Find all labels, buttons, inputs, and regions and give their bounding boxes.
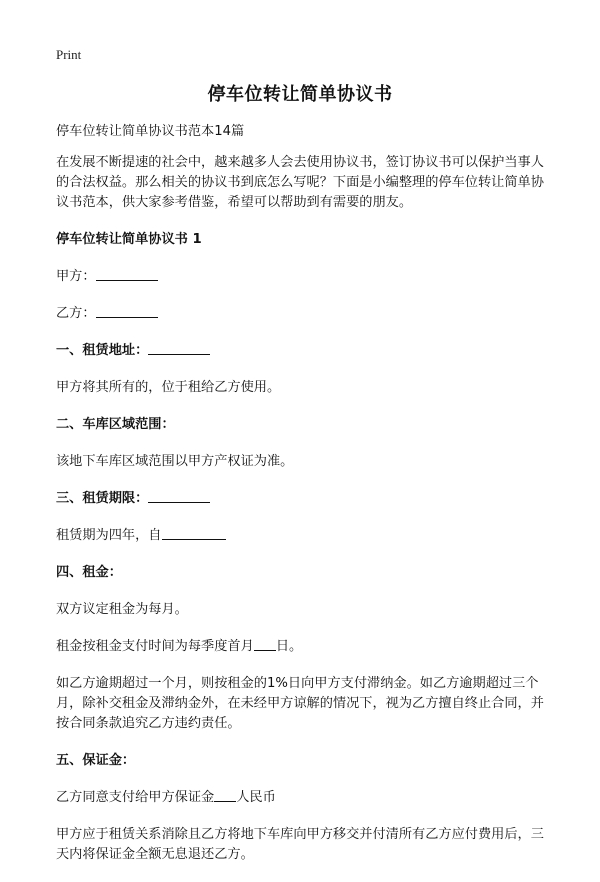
deposit-blank bbox=[214, 800, 236, 802]
section-3-heading bbox=[56, 489, 556, 509]
party-b-line bbox=[56, 304, 556, 324]
section-4-text-3: 如乙方逾期超过一个月，则按租金的1%日向甲方支付滞纳金。如乙方逾期超过三个月，除补交租金及滞纳金外，在未经甲方谅解的情况下，视为乙方擅自终止合同，并按合同条款追究乙方违约责任。 bbox=[56, 676, 544, 731]
section-3-text bbox=[56, 526, 556, 546]
section-5-text-1-a: 乙方同意支付给甲方保证金 bbox=[56, 790, 215, 805]
party-b-label: 乙方： bbox=[56, 306, 96, 321]
section-4-heading: 四、租金： bbox=[56, 565, 122, 580]
section-1-text: 甲方将其所有的，位于租给乙方使用。 bbox=[56, 380, 281, 395]
section-1-heading-text: 一、租赁地址： bbox=[56, 343, 149, 358]
party-b-blank bbox=[96, 316, 158, 318]
party-a-line bbox=[56, 267, 556, 287]
section-5-text-1 bbox=[56, 788, 556, 808]
section-4-text-2 bbox=[56, 637, 556, 657]
section-3-text-label: 租赁期为四年，自 bbox=[56, 528, 162, 543]
section-1-heading bbox=[56, 341, 556, 361]
page-title: 停车位转让简单协议书 bbox=[207, 84, 393, 105]
section-5-text-2: 甲方应于租赁关系消除且乙方将地下车库向甲方移交并付清所有乙方应付费用后，三天内将保证金全额无息退还乙方。 bbox=[56, 827, 544, 862]
document-body bbox=[56, 122, 556, 882]
party-a-label: 甲方： bbox=[56, 269, 96, 284]
lease-term-blank bbox=[148, 501, 210, 503]
payment-day-blank bbox=[254, 649, 276, 651]
section-5-text-1-b: 人民币 bbox=[236, 790, 276, 805]
section-2-heading: 二、车库区域范围： bbox=[56, 417, 175, 432]
section-2-text: 该地下车库区域范围以甲方产权证为准。 bbox=[56, 454, 294, 469]
section-3-heading-text: 三、租赁期限： bbox=[56, 491, 149, 506]
lease-address-blank bbox=[148, 353, 210, 355]
intro-paragraph: 在发展不断提速的社会中，越来越多人会去使用协议书，签订协议书可以保护当事人的合法权益。那么相关的协议书到底怎么写呢？下面是小编整理的停车位转让简单协议书范本，供大家参考借鉴，希望可以帮助到有需要的朋友。 bbox=[56, 155, 544, 210]
party-a-blank bbox=[96, 279, 158, 281]
document-subtitle: 停车位转让简单协议书范本14篇 bbox=[56, 124, 245, 139]
lease-start-blank bbox=[162, 538, 226, 540]
agreement-heading: 停车位转让简单协议书 1 bbox=[56, 232, 202, 247]
section-5-heading: 五、保证金： bbox=[56, 753, 136, 768]
section-4-text-2-a: 租金按租金支付时间为每季度首月 bbox=[56, 639, 254, 654]
section-4-text-1: 双方议定租金为每月。 bbox=[56, 602, 188, 617]
print-link[interactable]: Print bbox=[56, 47, 82, 62]
section-4-text-2-b: 日。 bbox=[275, 639, 303, 654]
